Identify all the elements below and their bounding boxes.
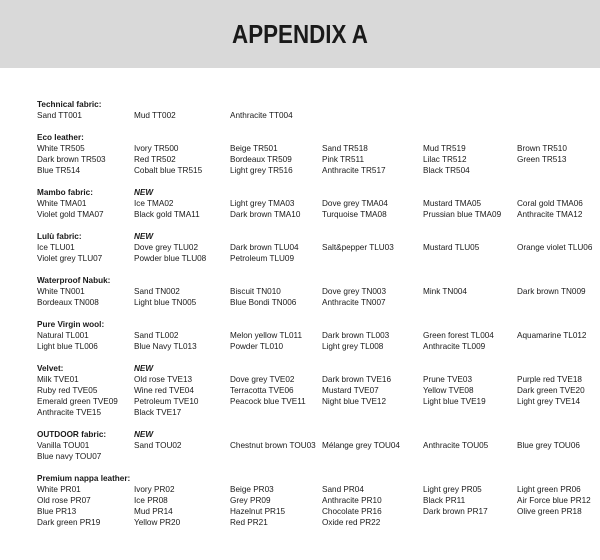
color-code: Green TR513: [517, 155, 567, 164]
color-code: [230, 407, 322, 418]
section-title-row: [37, 363, 597, 374]
color-code: Light grey TR516: [230, 166, 293, 175]
color-code: Anthracite TN007: [322, 298, 386, 307]
section-title: Velvet:: [37, 364, 64, 373]
color-code: Dark brown TVE16: [322, 375, 392, 384]
color-code: Night blue TVE12: [322, 397, 387, 406]
color-code: Lilac TR512: [423, 155, 467, 164]
color-code: Brown TR510: [517, 144, 567, 153]
color-code: Aquamarine TL012: [517, 331, 587, 340]
color-row: [37, 209, 597, 220]
section-title: Mambo fabric:: [37, 188, 93, 197]
color-code: Black gold TMA11: [134, 210, 200, 219]
color-code: Dark brown TL003: [322, 331, 390, 340]
color-code: [322, 253, 423, 264]
color-code: Milk TVE01: [37, 375, 79, 384]
fabric-section: [37, 187, 597, 220]
color-code: Orange violet TLU06: [517, 243, 593, 252]
color-code: Powder blue TLU08: [134, 254, 207, 263]
color-code: Pink TR511: [322, 155, 365, 164]
color-row: [37, 341, 597, 352]
color-code: Yellow TVE08: [423, 386, 474, 395]
color-code: Ivory PR02: [134, 485, 175, 494]
color-code: [517, 341, 597, 352]
color-code: Hazelnut PR15: [230, 507, 286, 516]
color-code: Blue TR514: [37, 166, 81, 175]
color-code: [423, 407, 517, 418]
color-code: [517, 110, 597, 121]
color-code: Grey PR09: [230, 496, 271, 505]
color-code: Light green PR06: [517, 485, 581, 494]
color-code: Red TR502: [134, 155, 176, 164]
color-code: Air Force blue PR12: [517, 496, 591, 505]
section-title: Waterproof Nabuk:: [37, 276, 111, 285]
color-code: Mud TT002: [134, 111, 176, 120]
color-code: Melon yellow TL011: [230, 331, 303, 340]
color-code: Mud PR14: [134, 507, 173, 516]
color-code: Salt&pepper TLU03: [322, 243, 394, 252]
color-code: Petroleum TVE10: [134, 397, 199, 406]
color-code: White TR505: [37, 144, 85, 153]
color-row: [37, 253, 597, 264]
color-code: [517, 451, 597, 462]
color-code: Light grey TVE14: [517, 397, 581, 406]
section-title: Lulù fabric:: [37, 232, 82, 241]
color-code: White PR01: [37, 485, 81, 494]
color-code: [230, 451, 322, 462]
color-code: Dove grey TLU02: [134, 243, 199, 252]
color-code: White TN001: [37, 287, 85, 296]
color-code: [322, 451, 423, 462]
fabric-section: [37, 319, 597, 352]
color-code: Black TR504: [423, 166, 470, 175]
color-code: [517, 517, 597, 528]
color-code: Ice PR08: [134, 496, 168, 505]
color-code: Ice TLU01: [37, 243, 75, 252]
color-code: Red PR21: [230, 518, 268, 527]
color-code: Dark brown TN009: [517, 287, 586, 296]
section-title-row: [37, 231, 597, 242]
section-title: Eco leather:: [37, 133, 84, 142]
color-code: Mélange grey TOU04: [322, 441, 400, 450]
color-row: [37, 517, 597, 528]
color-row: [37, 396, 597, 407]
color-code: Light blue TN005: [134, 298, 197, 307]
color-row: [37, 451, 597, 462]
new-badge: NEW: [134, 188, 154, 197]
fabric-section: [37, 275, 597, 308]
color-code: Light grey TL008: [322, 342, 384, 351]
fabric-section: [37, 429, 597, 462]
color-code: Mustard TMA05: [423, 199, 482, 208]
color-code: Light blue TVE19: [423, 397, 486, 406]
color-code: Purple red TVE18: [517, 375, 582, 384]
section-title: Premium nappa leather:: [37, 474, 131, 483]
section-title-row: [37, 429, 597, 440]
color-code: Blue PR13: [37, 507, 77, 516]
fabric-section: [37, 473, 597, 528]
fabric-section: [37, 363, 597, 418]
color-code: Blue Navy TL013: [134, 342, 197, 351]
color-code: [134, 451, 230, 462]
color-code: Mink TN004: [423, 287, 467, 296]
color-code: [517, 165, 597, 176]
color-code: Dark brown TLU04: [230, 243, 299, 252]
color-code: Dove grey TVE02: [230, 375, 295, 384]
color-code: Blue navy TOU07: [37, 452, 102, 461]
color-row: [37, 385, 597, 396]
color-code: Anthracite TL009: [423, 342, 486, 351]
color-code: [423, 451, 517, 462]
color-code: Chestnut brown TOU03: [230, 441, 316, 450]
color-code: Mustard TLU05: [423, 243, 480, 252]
color-code: Sand PR04: [322, 485, 364, 494]
color-code: [423, 297, 517, 308]
color-code: Wine red TVE04: [134, 386, 194, 395]
color-code: Bordeaux TR509: [230, 155, 292, 164]
color-code: Black TVE17: [134, 408, 182, 417]
color-code: Anthracite TOU05: [423, 441, 489, 450]
color-code: Dove grey TMA04: [322, 199, 388, 208]
color-code: Natural TL001: [37, 331, 89, 340]
color-code: Sand TOU02: [134, 441, 182, 450]
color-code: [423, 253, 517, 264]
color-code: [517, 297, 597, 308]
color-code: Light blue TL006: [37, 342, 98, 351]
color-code: Petroleum TLU09: [230, 254, 295, 263]
color-row: [37, 198, 597, 209]
color-row: [37, 440, 597, 451]
color-code: [423, 517, 517, 528]
color-code: Sand TT001: [37, 111, 82, 120]
color-code: [517, 407, 597, 418]
color-code: Beige PR03: [230, 485, 274, 494]
color-code: Oxide red PR22: [322, 518, 381, 527]
color-code: Violet grey TLU07: [37, 254, 103, 263]
color-code: White TMA01: [37, 199, 87, 208]
new-badge: NEW: [134, 232, 154, 241]
color-code: Mud TR519: [423, 144, 466, 153]
color-code: Coral gold TMA06: [517, 199, 583, 208]
color-row: [37, 484, 597, 495]
fabric-section: [37, 132, 597, 176]
color-code: Anthracite TMA12: [517, 210, 583, 219]
color-code: Terracotta TVE06: [230, 386, 294, 395]
color-code: Dark brown TMA10: [230, 210, 301, 219]
color-code: Biscuit TN010: [230, 287, 281, 296]
color-code: [423, 110, 517, 121]
color-code: Ice TMA02: [134, 199, 174, 208]
color-code: Blue grey TOU06: [517, 441, 580, 450]
color-code: Vanilla TOU01: [37, 441, 90, 450]
color-code: Old rose TVE13: [134, 375, 193, 384]
color-code: Dark green PR19: [37, 518, 101, 527]
color-code: Anthracite TVE15: [37, 408, 102, 417]
color-code: Dark brown PR17: [423, 507, 488, 516]
color-row: [37, 110, 597, 121]
color-row: [37, 506, 597, 517]
color-code: Ruby red TVE05: [37, 386, 98, 395]
color-code: Light grey PR05: [423, 485, 482, 494]
color-row: [37, 495, 597, 506]
color-code: Peacock blue TVE11: [230, 397, 306, 406]
color-code: Green forest TL004: [423, 331, 494, 340]
color-code: Blue Bondi TN006: [230, 298, 297, 307]
color-code: [322, 407, 423, 418]
color-code: Yellow PR20: [134, 518, 181, 527]
color-code: Anthracite TT004: [230, 111, 293, 120]
color-code: Anthracite TR517: [322, 166, 386, 175]
color-row: [37, 286, 597, 297]
color-code: Cobalt blue TR515: [134, 166, 203, 175]
fabric-catalog: [37, 99, 597, 539]
color-code: Violet gold TMA07: [37, 210, 104, 219]
fabric-section: [37, 99, 597, 121]
color-code: [322, 110, 423, 121]
new-badge: NEW: [134, 364, 154, 373]
color-code: Beige TR501: [230, 144, 278, 153]
section-title: OUTDOOR fabric:: [37, 430, 107, 439]
color-code: [517, 253, 597, 264]
color-code: Black PR11: [423, 496, 466, 505]
color-row: [37, 242, 597, 253]
page-title: APPENDIX A: [232, 18, 368, 49]
color-code: Mustard TVE07: [322, 386, 379, 395]
section-title: Pure Virgin wool:: [37, 320, 105, 329]
color-code: Turquoise TMA08: [322, 210, 387, 219]
color-code: Anthracite PR10: [322, 496, 382, 505]
color-row: [37, 297, 597, 308]
color-code: Ivory TR500: [134, 144, 179, 153]
color-code: Prune TVE03: [423, 375, 473, 384]
color-row: [37, 165, 597, 176]
color-row: [37, 154, 597, 165]
color-code: Emerald green TVE09: [37, 397, 118, 406]
title-banner: [0, 0, 600, 68]
new-badge: NEW: [134, 430, 154, 439]
color-code: Prussian blue TMA09: [423, 210, 502, 219]
color-code: Bordeaux TN008: [37, 298, 99, 307]
color-code: Olive green PR18: [517, 507, 582, 516]
fabric-section: [37, 231, 597, 264]
color-code: Chocolate PR16: [322, 507, 382, 516]
color-code: Sand TL002: [134, 331, 179, 340]
color-code: Light grey TMA03: [230, 199, 295, 208]
section-title: Technical fabric:: [37, 100, 102, 109]
color-row: [37, 330, 597, 341]
color-code: Dark brown TR503: [37, 155, 106, 164]
color-code: Powder TL010: [230, 342, 284, 351]
color-code: Dove grey TN003: [322, 287, 387, 296]
color-row: [37, 143, 597, 154]
color-row: [37, 407, 597, 418]
color-code: Sand TN002: [134, 287, 180, 296]
color-code: Sand TR518: [322, 144, 368, 153]
color-code: Dark green TVE20: [517, 386, 585, 395]
color-row: [37, 374, 597, 385]
color-code: Old rose PR07: [37, 496, 91, 505]
section-title-row: [37, 187, 597, 198]
